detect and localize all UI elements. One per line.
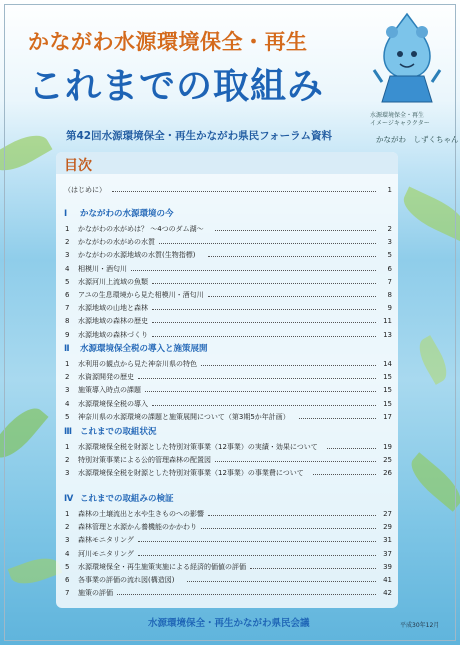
toc-item-page: 31: [383, 536, 392, 545]
toc-item-label: 各事業の評価の流れ図(構造図): [78, 576, 175, 584]
toc-item-label: 水源地域の森林の歴史: [78, 317, 148, 326]
toc-item-number: 6: [65, 576, 70, 584]
toc-item-row[interactable]: [56, 223, 398, 235]
toc-section-heading: [64, 207, 174, 219]
toc-item-page: 14: [383, 360, 392, 368]
dot-leader: [327, 448, 376, 449]
toc-item-page: 5: [387, 251, 392, 260]
toc-item-row[interactable]: [56, 467, 398, 479]
dot-leader: [117, 594, 376, 595]
dot-leader: [299, 418, 376, 419]
toc-item-row[interactable]: [56, 329, 398, 341]
dot-leader: [159, 243, 376, 244]
toc-item-label: 施策の評価: [78, 589, 113, 598]
toc-item-number: 1: [65, 225, 70, 233]
toc-item-row[interactable]: [56, 521, 398, 533]
title-main: これまでの取組み: [28, 66, 325, 107]
toc-item-row[interactable]: [56, 289, 398, 301]
toc-item-number: 5: [65, 277, 70, 286]
toc-item-label: かながわの水がめの水質: [78, 238, 155, 247]
toc-item-number: 7: [65, 589, 70, 598]
toc-item-number: 5: [65, 412, 70, 421]
toc-item-number: 3: [65, 536, 70, 545]
toc-item-page: 7: [387, 277, 392, 286]
toc-item-label: かながわの水源地域の水質(生物指標): [78, 251, 196, 260]
toc-item-label: 森林モニタリング: [78, 536, 134, 545]
toc-item-label: 水資源開発の歴史: [78, 373, 134, 382]
table-of-contents: [56, 152, 398, 608]
toc-item-label: アユの生息環境から見た相模川・酒匂川: [78, 291, 204, 299]
toc-item-label: かながわの水がめは？ ～4つのダム湖～: [78, 225, 204, 233]
toc-item-page: 37: [383, 549, 392, 558]
toc-item-page: 25: [383, 456, 392, 465]
toc-item-row[interactable]: [56, 263, 398, 275]
toc-item-label: 水源地域の山地と森林: [78, 304, 148, 313]
toc-item-page: 29: [383, 523, 392, 532]
toc-item-label: （はじめに）: [64, 186, 106, 194]
dot-leader: [208, 515, 376, 516]
toc-section-heading: [64, 425, 157, 437]
toc-section-numeral: Ⅳ: [64, 494, 74, 504]
toc-item-row[interactable]: [56, 548, 398, 560]
toc-item-page: 8: [387, 291, 392, 299]
toc-item-page: 42: [383, 589, 392, 598]
leaf-decoration: [0, 127, 52, 180]
toc-section-heading: [64, 492, 174, 504]
toc-item-number: 2: [65, 238, 70, 247]
dot-leader: [208, 256, 376, 257]
toc-item-page: 13: [383, 330, 392, 339]
toc-item-page: 15: [383, 386, 392, 395]
toc-item-number: 1: [65, 510, 70, 518]
toc-item-row[interactable]: [56, 534, 398, 546]
toc-item-label: 水源環境保全税を財源とした特別対策事業（12事業）の事業費について: [78, 469, 304, 478]
dot-leader: [201, 528, 376, 529]
toc-item-label: 施策導入時点の課題: [78, 386, 141, 395]
toc-item-label: 水源環境保全税を財源とした特別対策事業（12事業）の実績・効果について: [78, 443, 318, 451]
title-subtitle: かながわ水源環境保全・再生: [28, 30, 308, 54]
toc-item-row[interactable]: [56, 371, 398, 383]
toc-heading: 目次: [64, 158, 92, 174]
toc-item-page: 1: [387, 186, 392, 194]
toc-item-number: 6: [65, 291, 70, 299]
toc-item-page: 26: [383, 469, 392, 478]
toc-item-row[interactable]: [56, 249, 398, 261]
toc-item-label: 神奈川県の水源環境の課題と施策展開について（第3期5か年計画）: [78, 412, 290, 421]
dot-leader: [112, 191, 376, 192]
toc-item-row[interactable]: [56, 384, 398, 396]
toc-item-page: 3: [387, 238, 392, 247]
dot-leader: [145, 391, 376, 392]
toc-item-row[interactable]: [56, 454, 398, 466]
dot-leader: [152, 322, 376, 323]
toc-item-page: 11: [383, 317, 392, 326]
publication-date: 平成30年12月: [400, 622, 440, 629]
toc-item-page: 9: [387, 304, 392, 313]
toc-item-label: 水源地域の森林づくり: [78, 330, 148, 339]
toc-item-row[interactable]: [56, 358, 398, 370]
toc-intro-row[interactable]: [56, 184, 398, 196]
toc-item-number: 9: [65, 330, 70, 339]
toc-item-page: 6: [387, 264, 392, 273]
toc-item-label: 相模川・酒匂川: [78, 264, 127, 273]
toc-item-row[interactable]: [56, 398, 398, 410]
dot-leader: [187, 581, 376, 582]
dot-leader: [215, 461, 376, 462]
toc-item-row[interactable]: [56, 574, 398, 586]
toc-item-row[interactable]: [56, 276, 398, 288]
dot-leader: [152, 309, 376, 310]
toc-item-number: 8: [65, 317, 70, 326]
toc-item-number: 2: [65, 523, 70, 532]
toc-section-title: これまでの取組状況: [80, 427, 157, 437]
mascot-name: かながわ しずくちゃん: [376, 135, 459, 144]
dot-leader: [138, 541, 376, 542]
forum-subtitle: 第42回水源環境保全・再生かながわ県民フォーラム資料: [66, 130, 332, 142]
toc-section-heading: [64, 342, 208, 354]
toc-item-number: 3: [65, 251, 70, 260]
toc-item-row[interactable]: [56, 587, 398, 599]
toc-item-page: 2: [387, 225, 392, 233]
leaf-decoration: [397, 187, 460, 242]
toc-section-title: かながわの水源環境の今: [80, 209, 174, 219]
toc-item-number: 1: [65, 360, 70, 368]
dot-leader: [313, 474, 376, 475]
dot-leader: [152, 336, 376, 337]
toc-item-label: 森林の土壌流出と水や生きものへの影響: [78, 510, 204, 518]
toc-item-page: 15: [383, 399, 392, 408]
footer-organization: 水源環境保全・再生かながわ県民会議: [148, 618, 310, 629]
toc-item-label: 特別対策事業による公的管理森林の配置図: [78, 456, 211, 465]
toc-item-number: 3: [65, 469, 70, 478]
toc-item-number: 2: [65, 456, 70, 465]
dot-leader: [250, 568, 376, 569]
leaf-decoration: [8, 552, 63, 590]
dot-leader: [138, 555, 376, 556]
toc-item-number: 7: [65, 304, 70, 313]
mascot-shizuku-icon: [372, 10, 442, 110]
toc-item-page: 19: [383, 443, 392, 451]
dot-leader: [201, 365, 376, 366]
mascot-caption: 水源環境保全・再生 イメージキャラクター: [370, 112, 430, 127]
toc-item-row[interactable]: [56, 441, 398, 453]
toc-item-label: 水源環境保全税の導入: [78, 399, 148, 408]
dot-leader: [152, 405, 376, 406]
toc-item-row[interactable]: [56, 508, 398, 520]
toc-item-page: 39: [383, 562, 392, 571]
toc-item-label: 水源環境保全・再生施策実施による経済的価値の評価: [78, 562, 246, 571]
toc-item-label: 河川モニタリング: [78, 549, 134, 558]
dot-leader: [131, 270, 376, 271]
toc-item-number: 1: [65, 443, 70, 451]
toc-section-numeral: Ⅰ: [64, 209, 68, 219]
toc-item-label: 森林管理と水源かん養機能のかかわり: [78, 523, 197, 532]
toc-item-row[interactable]: [56, 302, 398, 314]
toc-item-row[interactable]: [56, 315, 398, 327]
toc-item-row[interactable]: [56, 236, 398, 248]
leaf-decoration: [413, 335, 453, 385]
toc-item-label: 水利用の観点から見た神奈川県の特色: [78, 360, 197, 368]
dot-leader: [138, 378, 376, 379]
toc-item-row[interactable]: [56, 411, 398, 423]
dot-leader: [215, 230, 376, 231]
toc-item-number: 4: [65, 264, 70, 273]
leaf-decoration: [404, 452, 460, 512]
leaf-decoration: [0, 400, 49, 466]
toc-section-title: これまでの取組みの検証: [80, 494, 174, 504]
toc-section-numeral: Ⅲ: [64, 427, 73, 437]
toc-item-number: 4: [65, 549, 70, 558]
toc-item-label: 水源河川上流域の魚類: [78, 277, 148, 286]
toc-item-number: 2: [65, 373, 70, 382]
toc-item-page: 17: [383, 412, 392, 421]
dot-leader: [208, 296, 376, 297]
toc-item-page: 41: [383, 576, 392, 584]
toc-header: [56, 152, 398, 174]
toc-item-number: 5: [65, 562, 70, 571]
toc-item-number: 3: [65, 386, 70, 395]
toc-item-number: 4: [65, 399, 70, 408]
dot-leader: [152, 283, 376, 284]
toc-section-numeral: Ⅱ: [64, 344, 70, 354]
toc-item-page: 15: [383, 373, 392, 382]
toc-section-title: 水源環境保全税の導入と施策展開: [80, 344, 208, 354]
toc-item-row[interactable]: [56, 561, 398, 573]
toc-item-page: 27: [383, 510, 392, 518]
